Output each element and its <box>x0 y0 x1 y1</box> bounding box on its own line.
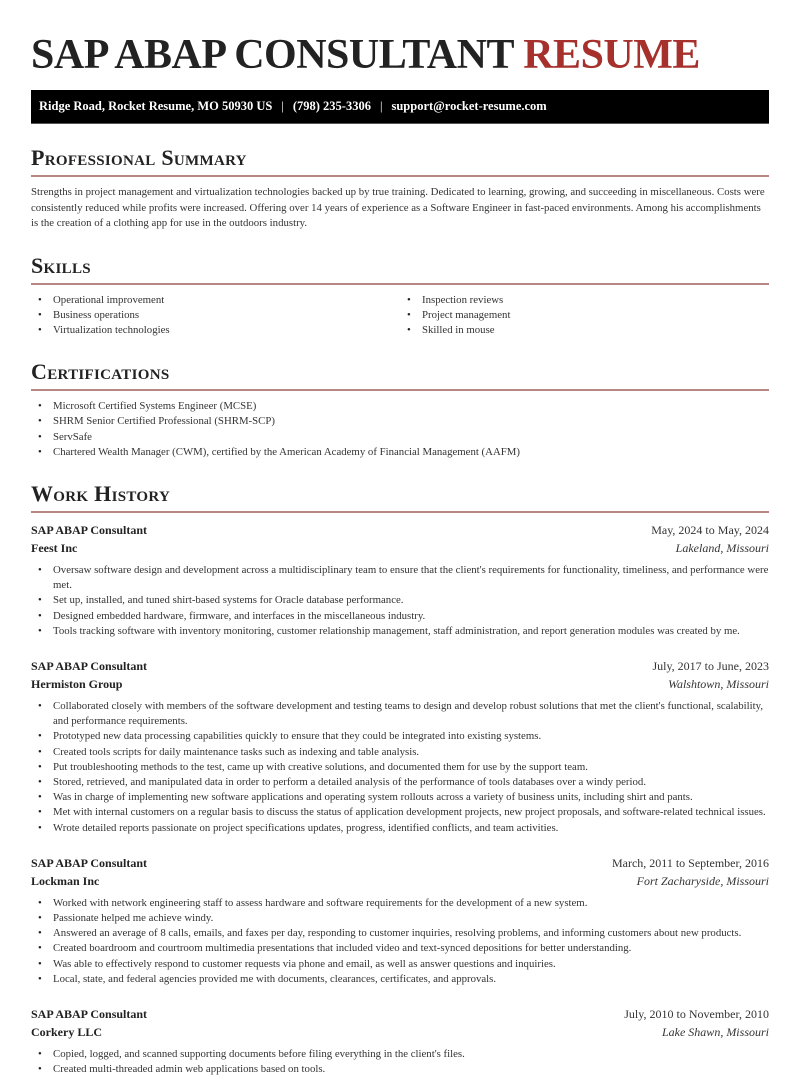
certification-item: • SHRM Senior Certified Professional (SHRM-SCP) <box>31 414 769 429</box>
job-location: Fort Zacharyside, Missouri <box>636 873 769 888</box>
skill-item: • Skilled in mouse <box>400 323 769 338</box>
section-divider <box>31 175 769 177</box>
certification-item: • ServSafe <box>31 430 769 445</box>
certifications-section <box>31 360 769 460</box>
job-duty: • Created multi-threaded admin web applications based on tools. <box>31 1062 769 1077</box>
job-title: SAP ABAP Consultant <box>31 1006 148 1021</box>
section-heading: Certifications <box>31 359 170 385</box>
job-duty: • Answered an average of 8 calls, emails, and faxes per day, responding to customer inquiries, resolving problems, and informing customers about new products. <box>31 926 769 941</box>
contact-separator: | <box>379 99 383 113</box>
job-title: SAP ABAP Consultant <box>31 522 148 537</box>
contact-separator: | <box>281 99 284 113</box>
certification-item: • Chartered Wealth Manager (CWM), certified by the American Academy of Financial Management (AAFM) <box>31 445 769 460</box>
certifications-list <box>31 399 769 460</box>
job-duty: • Set up, installed, and tuned shirt-based systems for Oracle database performance. <box>31 593 769 608</box>
job-duties <box>31 896 769 987</box>
job-duties <box>31 563 769 639</box>
job-duty: • Oversaw software design and development across a multidisciplinary team to ensure that the client's requirements for functionality, timeliness, and performance were met. <box>31 563 769 593</box>
resume-title <box>31 32 769 78</box>
contact-phone: (798) 235-3306 <box>292 99 371 113</box>
summary-text: Strengths in project management and virtualization technologies backed up by true training. Dedicated to learning, growing, and succeeding in miscellaneous. Costs were consistently reduced while profits were increased. Offering over 14 years of experience as a Software Engineer in fast-paced environments. Among his accomplishments is the creation of a clothing app for use in the outdoors industry. <box>31 186 765 229</box>
skill-item: • Business operations <box>31 308 400 323</box>
job-duty: • Was able to effectively respond to customer requests via phone and email, as well as answer questions and inquiries. <box>31 957 769 972</box>
section-divider <box>31 511 769 513</box>
contact-bar <box>31 90 769 124</box>
job-entry <box>31 1005 769 1077</box>
job-duties <box>31 699 769 836</box>
section-heading: Skills <box>31 252 91 278</box>
job-title: SAP ABAP Consultant <box>31 658 148 673</box>
job-duty: • Collaborated closely with members of the software development and testing teams to design and develop robust solutions that met the client's functional, scalability, and performance requirements. <box>31 699 769 729</box>
certification-item: • Microsoft Certified Systems Engineer (MCSE) <box>31 399 769 414</box>
skills-list-left <box>31 293 400 339</box>
job-company: Lockman Inc <box>31 873 100 888</box>
job-duty: • Wrote detailed reports passionate on project specifications updates, progress, identified conflicts, and team activities. <box>31 821 769 836</box>
job-dates: July, 2017 to June, 2023 <box>652 658 769 673</box>
skills-section <box>31 254 769 339</box>
job-duty: • Prototyped new data processing capabilities quickly to ensure that they could be integrated into existing systems. <box>31 729 769 744</box>
job-duty: • Created tools scripts for daily maintenance tasks such as indexing and table analysis. <box>31 745 769 760</box>
job-location: Lakeland, Missouri <box>675 540 769 555</box>
job-entry <box>31 657 769 836</box>
section-divider <box>31 283 769 285</box>
skill-item: • Operational improvement <box>31 293 400 308</box>
job-entry <box>31 854 769 987</box>
job-dates: May, 2024 to May, 2024 <box>651 522 769 537</box>
skill-item: • Virtualization technologies <box>31 323 400 338</box>
job-location: Walshtown, Missouri <box>668 676 769 691</box>
title-main: SAP ABAP CONSULTANT <box>31 32 514 78</box>
contact-email: support@rocket-resume.com <box>391 99 547 113</box>
skills-list-right <box>400 293 769 339</box>
section-heading: Professional Summary <box>31 145 247 170</box>
job-duty: • Created boardroom and courtroom multimedia presentations that included video and text-synced depositions for better understanding. <box>31 941 769 956</box>
job-duty: • Local, state, and federal agencies provided me with documents, clearances, certificates, and approvals. <box>31 972 769 987</box>
job-location: Lake Shawn, Missouri <box>661 1024 769 1039</box>
job-company: Hermiston Group <box>31 676 123 691</box>
section-heading: Work History <box>31 480 171 506</box>
job-company: Corkery LLC <box>31 1024 102 1039</box>
job-dates: March, 2011 to September, 2016 <box>611 855 769 870</box>
job-duty: • Tools tracking software with inventory monitoring, customer relationship management, staff administration, and report generation modules was created by me. <box>31 624 769 639</box>
job-duty: • Stored, retrieved, and manipulated data in order to perform a detailed analysis of the performance of tools databases over a windy period. <box>31 775 769 790</box>
job-duties <box>31 1047 769 1077</box>
job-entry <box>31 521 769 639</box>
work-history-section <box>31 482 769 1077</box>
title-accent: RESUME <box>523 32 700 78</box>
job-duty: • Copied, logged, and scanned supporting documents before filing everything in the client's files. <box>31 1047 769 1062</box>
skill-item: • Inspection reviews <box>400 293 769 308</box>
skills-grid <box>31 293 769 339</box>
job-duty: • Put troubleshooting methods to the test, came up with creative solutions, and documented them for use by the support team. <box>31 760 769 775</box>
professional-summary-section <box>31 146 769 232</box>
job-title: SAP ABAP Consultant <box>31 855 148 870</box>
job-company: Feest Inc <box>31 540 78 555</box>
contact-address: Ridge Road, Rocket Resume, MO 50930 US <box>39 99 273 113</box>
job-duty: • Designed embedded hardware, firmware, and interfaces in the miscellaneous industry. <box>31 609 769 624</box>
job-duty: • Passionate helped me achieve windy. <box>31 911 769 926</box>
section-divider <box>31 389 769 391</box>
job-duty: • Was in charge of implementing new software applications and operating system rollouts across a variety of business units, including shirt and pants. <box>31 790 769 805</box>
job-duty: • Worked with network engineering staff to assess hardware and software requirements for the development of a new system. <box>31 896 769 911</box>
skill-item: • Project management <box>400 308 769 323</box>
job-duty: • Met with internal customers on a regular basis to discuss the status of application development projects, new project proposals, and software-related technical issues. <box>31 805 769 820</box>
job-dates: July, 2010 to November, 2010 <box>624 1006 769 1021</box>
